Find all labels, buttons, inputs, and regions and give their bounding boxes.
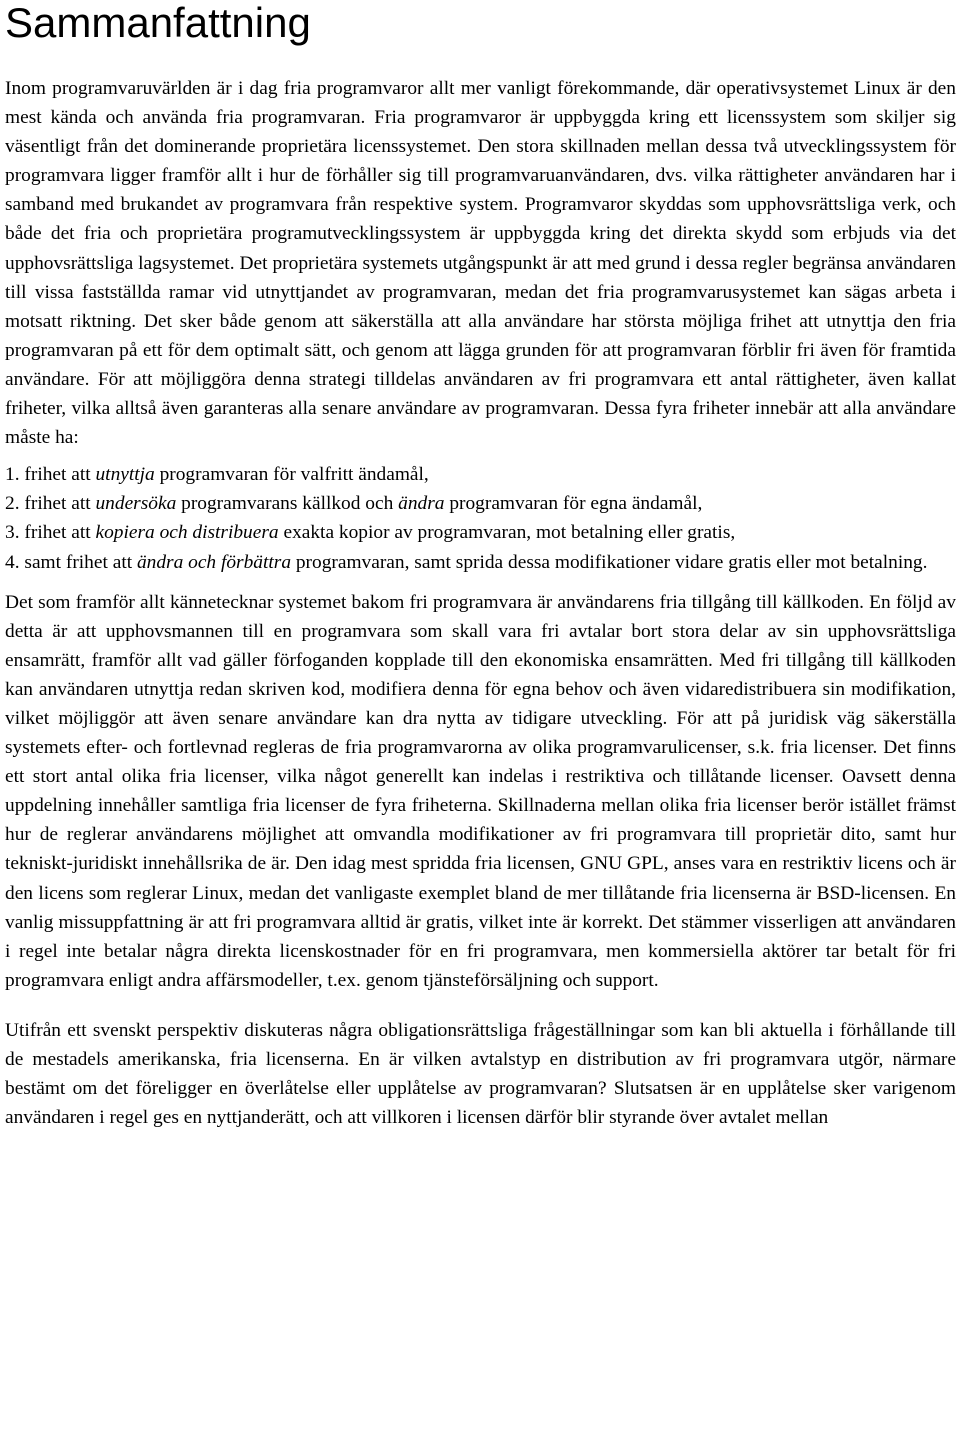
freedom-text-pre: frihet att [24, 522, 96, 544]
freedom-text-emphasis: ändra och förbättra [136, 551, 292, 573]
summary-paragraph-2: Det som framför allt kännetecknar systemet bakom fri programvara är användarens fria tillgång till källkoden. En följd av detta är att upphovsmannen till en programvara som skall vara fri avtalar bort stora delar av sin upphovsrättsliga ensamrätt, framför allt vad gäller förfoganden kopplade till den ekonomiska ensamrätten. Med fri tillgång till källkoden kan användaren utnyttja redan skriven kod, modifiera denna för egna behov och även vidaredistribuera sin modifikation, vilket möjliggör att även senare användare kan dra nytta av tidigare utveckling. För att på juridisk väg säkerställa systemets efter- och fortlevnad regleras de fria programvarorna av olika programvarulicenser, s.k. fria licenser. Det finns ett stort antal olika fria licenser, vilka något generellt kan indelas i restriktiva och tillåtande licenser. Oavsett denna uppdelning innehåller samtliga fria licenser de fyra friheterna. Skillnaderna mellan olika fria licenser berör istället främst hur de reglerar användarens möjlighet att omvandla modifikationer av fri programvara till proprietär dito, samt hur tekniskt-juridiskt innehållsrika de är. Den idag mest spridda fria licensen, GNU GPL, anses vara en restriktiv licens och är den licens som reglerar Linux, medan det vanligaste exemplet bland de mer tillåtande fria licenserna är BSD-licensen. En vanlig missuppfattning är att fri programvara alltid är gratis, vilket inte är korrekt. Det stämmer visserligen att användaren i regel inte betalar några direkta licenskostnader för en fri programvara, men kommersiella aktörer tar betalt för fri programvara enligt andra affärsmodeller, t.ex. genom tjänsteförsäljning och support. [5, 591, 956, 991]
freedom-text-emphasis-2: ändra [398, 493, 445, 515]
freedoms-list [5, 460, 956, 576]
freedom-text-mid: programvarans källkod och [176, 493, 399, 515]
freedom-item-2 [5, 489, 956, 518]
summary-paragraph-1: Inom programvaruvärlden är i dag fria programvaror allt mer vanligt förekommande, där operativsystemet Linux är den mest kända och använda fria programvaran. Fria programvaror är uppbyggda kring ett licenssystem som skiljer sig väsentligt från det dominerande proprietära licenssystemet. Den stora skillnaden mellan dessa två utvecklingssystem för programvara ligger framför allt i hur de förhåller sig till programvaruanvändaren, dvs. vilka rättigheter användaren har i samband med brukandet av programvara från respektive system. Programvaror skyddas som upphovsrättsliga verk, och både det fria och proprietära programutvecklingssystem är uppbyggda kring det direkta skydd som erbjuds via det upphovsrättsliga lagsystemet. Det proprietära systemets utgångspunkt är att med grund i dessa regler begränsa användaren till vissa fastställda ramar vid utnyttjandet av programvaran, medan det fria programvarusystemet kan sägas arbeta i motsatt riktning. Det sker både genom att säkerställa att alla användare har största möjliga frihet att utnyttja den fria programvaran på ett för dem optimalt sätt, och genom att lägga grunden för att programvaran förblir fri även för framtida användare. För att möjliggöra denna strategi tilldelas användaren av fri programvara ett antal rättigheter, även kallat friheter, vilka alltså även garanteras alla senare användare av programvaran. Dessa fyra friheter innebär att alla användare måste ha: [5, 78, 956, 449]
freedom-number: 1. [5, 464, 20, 486]
freedom-text-post: exakta kopior av programvaran, mot betalning eller gratis, [278, 522, 736, 544]
freedom-number: 2. [5, 493, 20, 515]
freedom-item-1 [5, 460, 956, 489]
freedom-text-pre: frihet att [24, 464, 96, 486]
page-title: Sammanfattning [5, 0, 311, 46]
freedom-text-post: programvaran för egna ändamål, [444, 493, 703, 515]
freedom-text-post: programvaran, samt sprida dessa modifikationer vidare gratis eller mot betalning. [291, 551, 928, 573]
freedom-number: 4. [5, 551, 20, 573]
freedom-number: 3. [5, 522, 20, 544]
freedom-item-4 [5, 548, 956, 577]
freedom-text-pre: frihet att [24, 493, 96, 515]
freedom-text-emphasis: undersöka [95, 493, 177, 515]
freedom-item-3 [5, 518, 956, 547]
summary-paragraph-3: Utifrån ett svenskt perspektiv diskuteras några obligationsrättsliga frågeställningar som kan bli aktuella i förhållande till de mestadels amerikanska, fria licenserna. En är vilken avtalstyp en distribution av fri programvara utgör, närmare bestämt om det föreligger en överlåtelse eller upplåtelse av programvaran? Slutsatsen är en upplåtelse sker varigenom användaren i regel ges en nyttjanderätt, och att villkoren i licensen därför blir styrande över avtalet mellan [5, 1019, 956, 1129]
freedom-text-post: programvaran för valfritt ändamål, [154, 464, 429, 486]
freedom-text-emphasis: kopiera och distribuera [95, 522, 279, 544]
freedom-text-emphasis: utnyttja [95, 464, 155, 486]
freedom-text-pre: samt frihet att [24, 551, 137, 573]
